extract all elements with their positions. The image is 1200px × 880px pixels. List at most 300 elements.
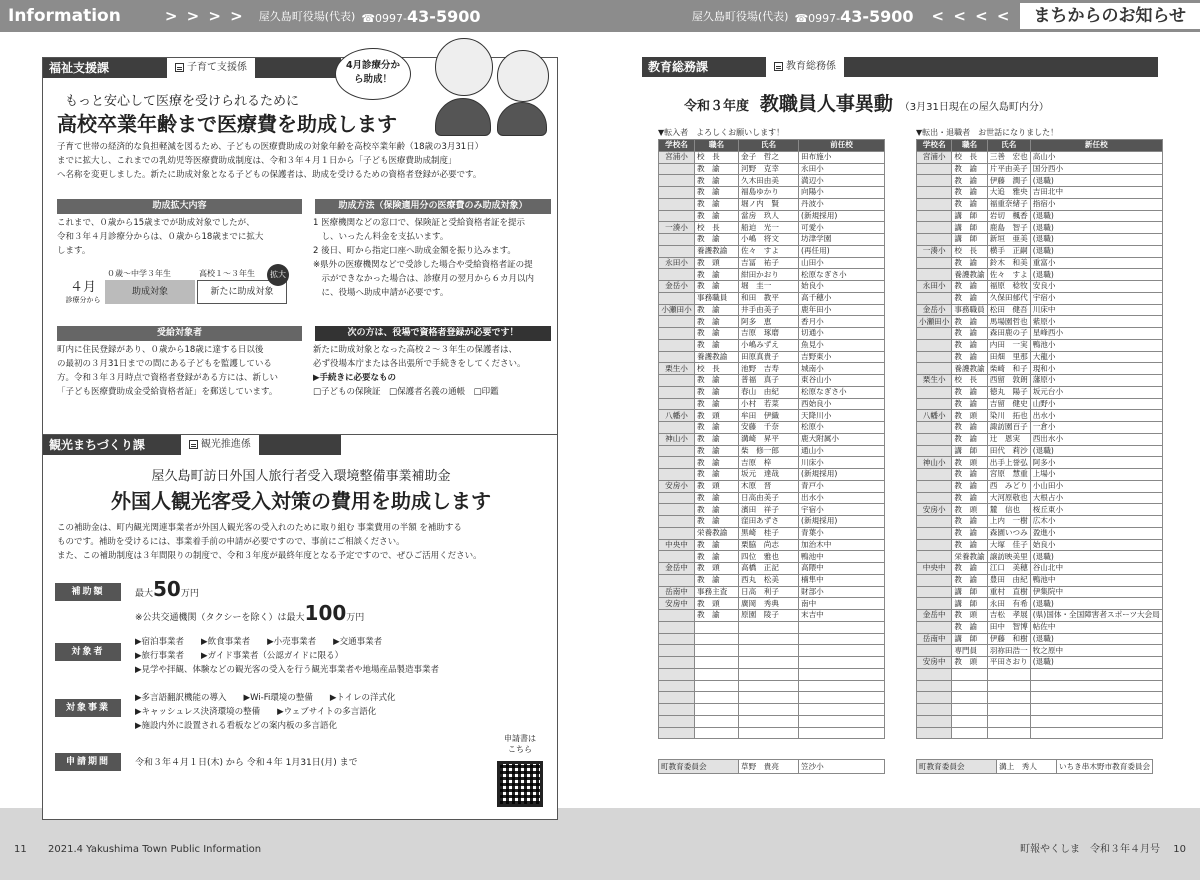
title-cell: 教 諭 [695, 269, 739, 281]
table-row [917, 245, 1163, 257]
table-row [917, 316, 1163, 328]
table-row [917, 692, 1163, 704]
title-cell: 教 諭 [952, 187, 987, 199]
name-cell: 小村 若菜 [739, 398, 799, 410]
name-cell: 和田 教平 [739, 292, 799, 304]
name-cell: 譲訪映美里 [987, 551, 1030, 563]
title-cell: 教 頭 [695, 598, 739, 610]
table-row [659, 328, 885, 340]
school-cell [1030, 715, 1162, 727]
title-cell: 教 諭 [695, 469, 739, 481]
school-cell: (退職) [1030, 210, 1162, 222]
name-cell: 栗脇 尚志 [739, 539, 799, 551]
school-cell: 金岳中 [659, 563, 695, 575]
title-cell: 教 諭 [952, 328, 987, 340]
name-cell: 吉原 梓 [739, 457, 799, 469]
school-cell: 香月小 [799, 316, 885, 328]
expand-title: 助成拡大内容 [57, 199, 302, 214]
title-cell: 教 諭 [952, 527, 987, 539]
name-cell: 井手由美子 [739, 304, 799, 316]
table-row [659, 492, 885, 504]
title-cell: 教 頭 [695, 410, 739, 422]
title-cell: 教 諭 [952, 492, 987, 504]
school-cell: 藩原小 [1030, 375, 1162, 387]
school-cell: 永田小 [799, 163, 885, 175]
table-row [917, 516, 1163, 528]
school-cell: 天降川小 [799, 410, 885, 422]
school-cell [659, 351, 695, 363]
school-cell: 加治木中 [799, 539, 885, 551]
school-cell: 金岳小 [659, 281, 695, 293]
title-cell: 教 諭 [695, 187, 739, 199]
name-cell: 大河原敬也 [987, 492, 1030, 504]
school-cell [917, 198, 952, 210]
table-row [917, 187, 1163, 199]
transfer-in-title: ▼転入者 よろしくお願いします！ [658, 127, 784, 138]
table-row [659, 469, 885, 481]
name-cell: 岩切 楓香 [987, 210, 1030, 222]
range1-label: ０歳〜中学３年生 [107, 268, 171, 279]
school-cell [659, 175, 695, 187]
table-row [917, 339, 1163, 351]
table-row [659, 316, 885, 328]
period-text: 令和３年４月１日(木) から 令和４年 1月31日(月) まで [135, 755, 358, 768]
title-cell: 事務主査 [695, 586, 739, 598]
school-cell [917, 328, 952, 340]
name-cell: 西丸 松美 [739, 574, 799, 586]
school-cell: (退職) [1030, 175, 1162, 187]
school-cell: (退職) [1030, 245, 1162, 257]
name-cell [739, 680, 799, 692]
title-cell: 教 諭 [695, 163, 739, 175]
title-cell: 校 長 [695, 222, 739, 234]
school-cell: 青戸小 [799, 480, 885, 492]
school-cell: (再任用) [799, 245, 885, 257]
name-cell: 染川 拓也 [987, 410, 1030, 422]
table-row [659, 633, 885, 645]
school-cell: 楠隼中 [799, 574, 885, 586]
title-cell: 講 師 [952, 598, 987, 610]
header-arrows: > > > > [157, 7, 253, 25]
name-cell: 紺田かおり [739, 269, 799, 281]
title-cell: 教 諭 [952, 198, 987, 210]
title-cell: 校 長 [952, 151, 987, 163]
table-row [917, 375, 1163, 387]
name-cell: 森田鹿の子 [987, 328, 1030, 340]
table-row [659, 281, 885, 293]
title-cell: 栄養教諭 [695, 527, 739, 539]
name-cell: 柴 修一郎 [739, 445, 799, 457]
title-cell: 教 諭 [952, 281, 987, 293]
school-cell: (退職) [1030, 269, 1162, 281]
title-cell: 教 諭 [695, 398, 739, 410]
school-cell [659, 574, 695, 586]
footer-cell: いちき串木野市教育委員会 [1057, 760, 1153, 774]
title-cell: 講 師 [952, 210, 987, 222]
title-cell: 講 師 [952, 222, 987, 234]
target-list: ▶宿泊事業者 ▶飲食事業者 ▶小売事業者 ▶交通事業者 ▶旅行事業者 ▶ガイド事業者（公認ガイドに限る） ▶見学や拝観、体験などの観光客の受入を行う観光事業者や地場産品製造事業者 [135, 635, 545, 677]
title-cell: 教 諭 [695, 328, 739, 340]
school-cell [917, 598, 952, 610]
school-cell [917, 175, 952, 187]
school-cell: 丹波小 [799, 198, 885, 210]
name-cell [739, 621, 799, 633]
name-cell: 佐々 すよ [987, 269, 1030, 281]
table-row [917, 269, 1163, 281]
name-cell [987, 727, 1030, 739]
welfare-box [42, 57, 558, 443]
footer-cell: 町教育委員会 [659, 760, 739, 774]
table-row [917, 645, 1163, 657]
name-cell: 溝崎 昇平 [739, 433, 799, 445]
footer-cell: 溝上 秀人 [997, 760, 1057, 774]
person-body-girl [497, 102, 547, 136]
title-cell: 教 諭 [952, 469, 987, 481]
name-cell [739, 668, 799, 680]
name-cell: 池野 吉寿 [739, 363, 799, 375]
title-cell [952, 715, 987, 727]
school-cell: 八幡小 [659, 410, 695, 422]
table-row [917, 422, 1163, 434]
method-text: 1 医療機関などの窓口で、保険証と受給資格者証を提示 し、いったん料金を支払います。 2 後日、町から指定口座へ助成金額を振り込みます。 ※県外の医療機関などで受診した場合や受給資格者証の提 示ができなかった場合は、診療月の翌月から６カ月以内 に、役場へ助成申請が必要です。 [313, 216, 553, 300]
school-cell: 川床中 [1030, 304, 1162, 316]
school-cell [799, 727, 885, 739]
education-box [642, 57, 1158, 808]
school-cell: 小山田小 [1030, 480, 1162, 492]
school-cell: 鹿年田小 [799, 304, 885, 316]
name-cell: 鈴木 和美 [987, 257, 1030, 269]
school-cell: 金岳小 [917, 304, 952, 316]
register-title: 次の方は、役場で資格者登録が必要です！ [315, 326, 551, 341]
table-row [659, 222, 885, 234]
title-cell [695, 621, 739, 633]
table-row [917, 492, 1163, 504]
school-cell [917, 680, 952, 692]
name-cell: 久木田由美 [739, 175, 799, 187]
title-cell [695, 704, 739, 716]
school-cell: 魚見小 [799, 339, 885, 351]
right-page [600, 32, 1200, 808]
tourism-headline-2: 外国人観光客受入対策の費用を助成します [43, 485, 559, 514]
school-cell [917, 668, 952, 680]
name-cell: 西 みどり [987, 480, 1030, 492]
title-cell: 教 諭 [952, 351, 987, 363]
school-cell [917, 292, 952, 304]
title-cell: 教 諭 [695, 234, 739, 246]
school-cell [659, 269, 695, 281]
name-cell: 河野 克幸 [739, 163, 799, 175]
title-cell: 教 諭 [952, 398, 987, 410]
footer-row [916, 759, 1153, 774]
name-cell: 船迫 光一 [739, 222, 799, 234]
name-cell [739, 645, 799, 657]
title-cell [952, 704, 987, 716]
table-row [917, 363, 1163, 375]
table-row [917, 574, 1163, 586]
school-cell [917, 187, 952, 199]
table-row [917, 539, 1163, 551]
school-cell [659, 516, 695, 528]
name-cell: 廣岡 秀典 [739, 598, 799, 610]
title-cell: 教 諭 [952, 316, 987, 328]
name-cell: 豊田 由紀 [987, 574, 1030, 586]
table-row [659, 657, 885, 669]
table-row [917, 551, 1163, 563]
school-cell: 一倉小 [1030, 422, 1162, 434]
title-cell: 教 諭 [695, 375, 739, 387]
school-cell [917, 339, 952, 351]
school-cell: 高山小 [1030, 151, 1162, 163]
school-cell: 高隈中 [799, 563, 885, 575]
school-cell [917, 480, 952, 492]
title-cell: 教 諭 [695, 175, 739, 187]
table-row [917, 657, 1163, 669]
table-row [659, 151, 885, 163]
school-cell [659, 492, 695, 504]
school-cell [659, 292, 695, 304]
school-cell [659, 234, 695, 246]
eligible-title: 受給対象者 [57, 326, 302, 341]
school-cell [659, 704, 695, 716]
tourism-intro: この補助金は、町内観光関連事業者が外国人観光客の受入れのために取り組む 事業費用の半額 を補助する ものです。補助を受けるには、事業着手前の申請が必要ですので、事前にご相談ください。 また、この補助制度は３年間限りの制度で、令和３年度が最終年度となる予定ですので、ぜひご活用ください。 [57, 521, 552, 563]
name-cell [987, 715, 1030, 727]
dept-name: 福祉支援課 [49, 58, 109, 78]
table-row [659, 375, 885, 387]
school-cell: 鴨池中 [799, 551, 885, 563]
title-cell: 教 諭 [952, 163, 987, 175]
name-cell: 吉留 健史 [987, 398, 1030, 410]
table-row [659, 680, 885, 692]
footer-row [658, 759, 885, 774]
school-cell: 宇宿小 [799, 504, 885, 516]
school-cell: 永田小 [659, 257, 695, 269]
school-cell [659, 422, 695, 434]
name-cell: 諏訪園百子 [987, 422, 1030, 434]
name-cell: 當房 玖人 [739, 210, 799, 222]
school-cell: 小瀬田小 [917, 316, 952, 328]
table-row [659, 410, 885, 422]
title-cell [952, 692, 987, 704]
school-cell: 大根占小 [1030, 492, 1162, 504]
column-header: 前任校 [799, 140, 885, 152]
table-row [659, 598, 885, 610]
school-cell [659, 187, 695, 199]
qr-code[interactable] [497, 761, 543, 807]
school-cell [917, 727, 952, 739]
column-header: 氏名 [739, 140, 799, 152]
title-cell: 教 諭 [695, 539, 739, 551]
school-cell [917, 621, 952, 633]
table-row [659, 445, 885, 457]
name-cell: 三善 宏也 [987, 151, 1030, 163]
table-row [659, 304, 885, 316]
school-cell: 川床小 [799, 457, 885, 469]
school-cell: 指宿小 [1030, 198, 1162, 210]
school-cell [659, 680, 695, 692]
transfer-out-title: ▼転出・退職者 お世話になりました！ [916, 127, 1058, 138]
table-row [659, 422, 885, 434]
name-cell: 吉松 孝展 [987, 610, 1030, 622]
name-cell: 重村 直樹 [987, 586, 1030, 598]
column-header: 学校名 [659, 140, 695, 152]
name-cell [739, 704, 799, 716]
school-cell: (退職) [1030, 598, 1162, 610]
target-label: 対象者 [55, 643, 121, 661]
school-cell: 重富小 [1030, 257, 1162, 269]
school-cell [659, 715, 695, 727]
school-cell [1030, 668, 1162, 680]
title-cell: 教 諭 [695, 422, 739, 434]
name-cell: 久保田郁代 [987, 292, 1030, 304]
table-row [917, 457, 1163, 469]
document-icon [175, 63, 184, 72]
school-cell: 永田小 [917, 281, 952, 293]
school-cell [659, 245, 695, 257]
left-header [0, 0, 600, 32]
table-row [659, 563, 885, 575]
school-cell [917, 469, 952, 481]
name-cell: 片平由美子 [987, 163, 1030, 175]
table-row [659, 351, 885, 363]
school-cell: 鹿大附属小 [799, 433, 885, 445]
footer-cell: 町教育委員会 [917, 760, 997, 774]
school-cell: 始良小 [1030, 539, 1162, 551]
title-cell: 事務職員 [952, 304, 987, 316]
transfer-out-table [916, 139, 1163, 739]
header-office-right: 屋久島町役場(代表) [686, 8, 795, 24]
school-cell: 神山小 [917, 457, 952, 469]
school-cell: 岳南中 [659, 586, 695, 598]
school-cell: (退職) [1030, 657, 1162, 669]
footer-cell: 笠沙小 [799, 760, 885, 774]
school-cell: 一湊小 [659, 222, 695, 234]
name-cell: 平田さおり [987, 657, 1030, 669]
title-cell: 教 諭 [952, 516, 987, 528]
school-cell: 帖佐中 [1030, 621, 1162, 633]
name-cell: 牟田 伊織 [739, 410, 799, 422]
title-cell: 教 諭 [952, 386, 987, 398]
name-cell: 日高由美子 [739, 492, 799, 504]
name-cell: 堀ノ内 賢 [739, 198, 799, 210]
school-cell [659, 633, 695, 645]
table-row [659, 480, 885, 492]
title-cell: 教 諭 [952, 480, 987, 492]
name-cell: 小嶋 将文 [739, 234, 799, 246]
school-cell: 山野小 [1030, 398, 1162, 410]
name-cell: 新垣 亜美 [987, 234, 1030, 246]
table-row [659, 715, 885, 727]
tourism-header [43, 435, 341, 455]
table-row [917, 398, 1163, 410]
table-row [659, 269, 885, 281]
school-cell [917, 492, 952, 504]
school-cell: 出水小 [799, 492, 885, 504]
name-cell [987, 692, 1030, 704]
name-cell: 伊藤 潤子 [987, 175, 1030, 187]
title-cell [952, 668, 987, 680]
table-row [917, 633, 1163, 645]
title-cell: 講 師 [952, 445, 987, 457]
amount-value: 最大50万円 [135, 577, 199, 601]
welfare-intro: 子育て世帯の経済的な負担軽減を図るため、子どもの医療費助成の対象年齢を高校卒業年齢（18歳の3月31日） までに拡大し、これまでの乳幼児等医療費助成制度は、令和３年４月１日から「子ども医療費助成制度」 へ名称を変更しました。新たに助成対象となる子どもの保護者は、助成を受けるための資格者登録が必要です。 [57, 140, 552, 182]
name-cell: 柴崎 和子 [987, 363, 1030, 375]
april-label: ４月 診療分から [63, 276, 103, 305]
title-cell: 教 諭 [952, 563, 987, 575]
title-cell [695, 633, 739, 645]
name-cell: 安藤 千奈 [739, 422, 799, 434]
title-cell: 教 諭 [952, 621, 987, 633]
school-cell: 紫原小 [1030, 316, 1162, 328]
school-cell: 鴨池小 [1030, 339, 1162, 351]
name-cell: 田中 智博 [987, 621, 1030, 633]
school-cell [659, 469, 695, 481]
name-cell [739, 727, 799, 739]
school-cell [659, 198, 695, 210]
title-cell: 教 諭 [695, 281, 739, 293]
school-cell [659, 551, 695, 563]
title-cell [695, 727, 739, 739]
title-cell: 養護教諭 [952, 363, 987, 375]
name-cell: 坂元 達哉 [739, 469, 799, 481]
school-cell [917, 269, 952, 281]
section-name: 観光推進係 [181, 435, 259, 455]
title-cell: 教 諭 [695, 339, 739, 351]
school-cell [659, 457, 695, 469]
name-cell: 小嶋みずえ [739, 339, 799, 351]
table-row [659, 210, 885, 222]
table-row [659, 668, 885, 680]
school-cell: 末吉中 [799, 610, 885, 622]
name-cell: 阿多 恵 [739, 316, 799, 328]
school-cell: 高千穂小 [799, 292, 885, 304]
school-cell: (新規採用) [799, 210, 885, 222]
school-cell [917, 551, 952, 563]
table-row [659, 504, 885, 516]
speech-bubble: 4月診療分から助成！ [335, 48, 411, 100]
table-row [917, 257, 1163, 269]
title-cell: 教 諭 [952, 292, 987, 304]
table-row [917, 704, 1163, 716]
school-cell: (退職) [1030, 234, 1162, 246]
table-row [659, 645, 885, 657]
column-header: 氏名 [987, 140, 1030, 152]
school-cell: 通山小 [799, 445, 885, 457]
school-cell [917, 645, 952, 657]
school-cell: 西出水小 [1030, 433, 1162, 445]
table-row [917, 668, 1163, 680]
school-cell [799, 668, 885, 680]
table-row [659, 187, 885, 199]
table-row [659, 551, 885, 563]
school-cell: 安良小 [1030, 281, 1162, 293]
school-cell: 松原なぎさ小 [799, 386, 885, 398]
title-cell [695, 680, 739, 692]
welfare-header [43, 58, 341, 78]
school-cell: (退職) [1030, 222, 1162, 234]
school-cell: 青葉小 [799, 527, 885, 539]
name-cell: 金子 哲之 [739, 151, 799, 163]
table-row [917, 410, 1163, 422]
school-cell [1030, 680, 1162, 692]
school-cell [917, 586, 952, 598]
school-cell [659, 339, 695, 351]
name-cell: 四位 雅也 [739, 551, 799, 563]
school-cell: 金岳中 [917, 610, 952, 622]
school-cell: 阿多小 [1030, 457, 1162, 469]
title-cell [695, 668, 739, 680]
title-cell: 教 頭 [952, 610, 987, 622]
school-cell [799, 715, 885, 727]
